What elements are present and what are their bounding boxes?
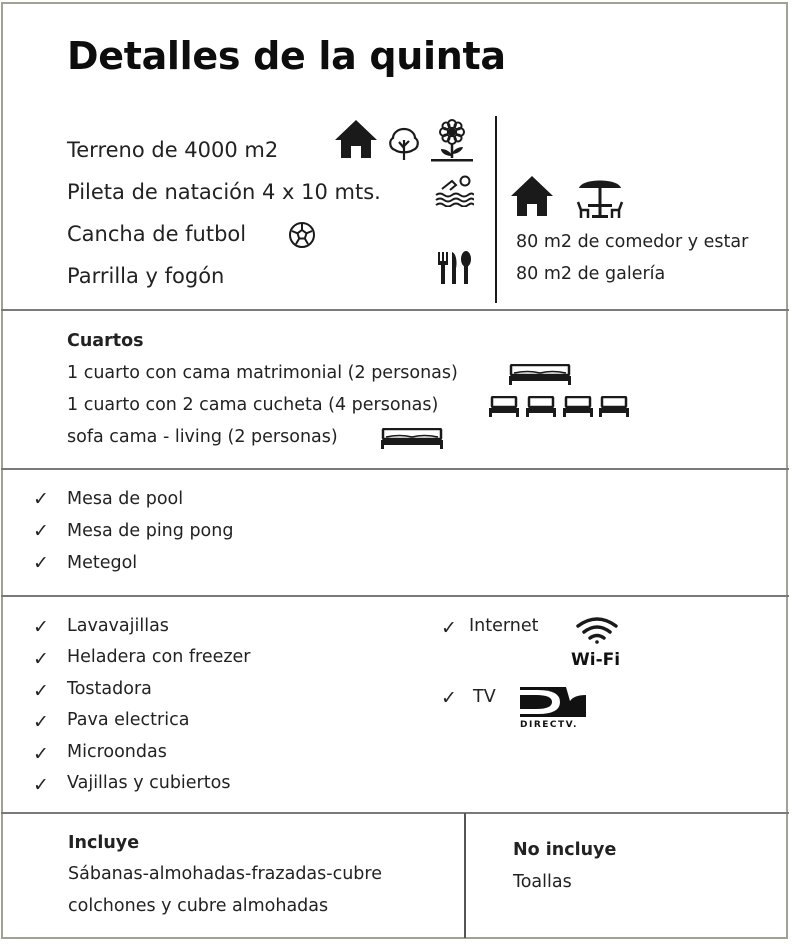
check-icon: ✓ — [33, 520, 49, 542]
room-item: 1 cuarto con 2 cama cucheta (4 personas) — [67, 395, 439, 415]
tree-icon — [387, 126, 421, 162]
section-divider — [1, 595, 789, 597]
page-title: Detalles de la quinta — [67, 34, 506, 78]
single-bed-icon — [525, 396, 557, 418]
double-bed-icon — [508, 364, 572, 386]
double-bed-icon — [380, 428, 444, 450]
directv-logo-text: DIRECTV. — [520, 720, 578, 730]
soccer-ball-icon — [288, 221, 316, 249]
check-icon: ✓ — [33, 648, 49, 670]
directv-logo — [520, 687, 586, 719]
includes-heading: Incluye — [68, 833, 140, 853]
appliance-item: Vajillas y cubiertos — [67, 773, 231, 793]
appliance-item: Lavavajillas — [67, 616, 169, 636]
rooms-heading: Cuartos — [67, 331, 144, 351]
includes-text: colchones y cubre almohadas — [68, 896, 329, 916]
wifi-logo — [573, 616, 621, 644]
includes-text: Sábanas-almohadas-frazadas-cubre — [68, 864, 382, 884]
appliance-item: Pava electrica — [67, 710, 190, 730]
check-icon: ✓ — [33, 616, 49, 638]
room-item: 1 cuarto con cama matrimonial (2 personas) — [67, 363, 458, 383]
single-bed-icon — [562, 396, 594, 418]
comedor-text: 80 m2 de comedor y estar — [516, 232, 749, 252]
single-bed-icon — [598, 396, 630, 418]
wifi-logo-text: Wi-Fi — [571, 650, 621, 670]
room-item: sofa cama - living (2 personas) — [67, 427, 338, 447]
feature-parrilla: Parrilla y fogón — [67, 264, 225, 288]
features-divider — [495, 116, 497, 303]
feature-cancha: Cancha de futbol — [67, 222, 247, 246]
excludes-text: Toallas — [513, 872, 572, 892]
house-icon — [334, 118, 378, 160]
internet-label: Internet — [469, 616, 539, 636]
flower-icon — [430, 118, 474, 164]
check-icon: ✓ — [33, 743, 49, 765]
excludes-heading: No incluye — [513, 840, 617, 860]
galeria-text: 80 m2 de galería — [516, 264, 666, 284]
game-item: Mesa de pool — [67, 489, 184, 509]
section-divider — [1, 468, 789, 470]
single-bed-icon — [488, 396, 520, 418]
check-icon: ✓ — [33, 552, 49, 574]
check-icon: ✓ — [33, 711, 49, 733]
check-icon: ✓ — [33, 680, 49, 702]
section-divider — [1, 812, 789, 814]
check-icon: ✓ — [33, 774, 49, 796]
check-icon: ✓ — [441, 617, 457, 639]
check-icon: ✓ — [33, 488, 49, 510]
appliance-item: Microondas — [67, 742, 167, 762]
game-item: Mesa de ping pong — [67, 521, 234, 541]
feature-terreno: Terreno de 4000 m2 — [67, 138, 279, 162]
appliance-item: Tostadora — [67, 679, 152, 699]
feature-pileta: Pileta de natación 4 x 10 mts. — [67, 180, 381, 204]
swimmer-icon — [434, 173, 474, 207]
tv-label: TV — [473, 687, 496, 707]
includes-divider — [464, 813, 466, 938]
cutlery-icon — [437, 250, 473, 286]
game-item: Metegol — [67, 553, 138, 573]
section-divider — [1, 309, 789, 311]
check-icon: ✓ — [441, 687, 457, 709]
house-icon-side — [510, 174, 554, 218]
patio-umbrella-table-icon — [576, 174, 624, 220]
appliance-item: Heladera con freezer — [67, 647, 251, 667]
